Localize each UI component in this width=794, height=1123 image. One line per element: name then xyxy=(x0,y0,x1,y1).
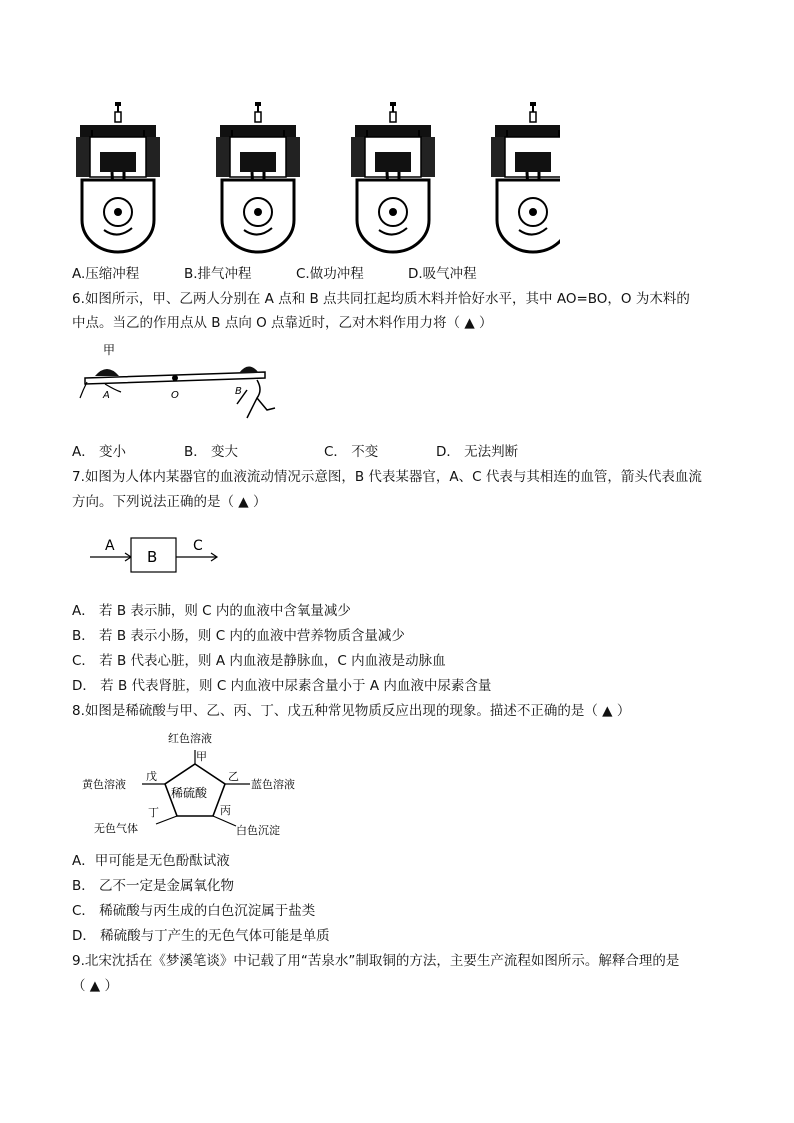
q5-option-a: A.压缩冲程 xyxy=(72,266,140,282)
q8-option-d: D． 稀硫酸与丁产生的无色气体可能是单质 xyxy=(72,928,330,944)
q6-label-jia: 甲 xyxy=(103,343,116,357)
q7-label-b: B xyxy=(147,548,158,566)
q8-label-white: 白色沉淀 xyxy=(236,824,280,837)
q6-option-c: C． 不变 xyxy=(324,444,379,460)
q5-option-c: C.做功冲程 xyxy=(296,266,364,282)
q9-stem-line1: 9.北宋沈括在《梦溪笔谈》中记载了用“苦泉水”制取铜的方法，主要生产流程如图所示。解释合理的是 xyxy=(72,953,680,969)
q5-option-b: B.排气冲程 xyxy=(184,266,252,282)
q8-label-gas: 无色气体 xyxy=(94,822,138,835)
q7-option-c: C． 若 B 代表心脏，则 A 内血液是静脉血，C 内血液是动脉血 xyxy=(72,653,446,669)
q8-label-yi: 乙 xyxy=(228,770,239,783)
q7-stem-line1: 7.如图为人体内某器官的血液流动情况示意图，B 代表某器官，A、C 代表与其相连的血管，箭头代表血流 xyxy=(72,469,702,485)
q8-label-ding: 丁 xyxy=(148,806,159,819)
q8-label-yellow: 黄色溶液 xyxy=(82,778,126,791)
q6-lever-figure xyxy=(75,340,285,425)
engine-figure-1 xyxy=(76,102,160,252)
engine-figures xyxy=(60,100,560,255)
q8-pentagon-figure xyxy=(78,728,318,840)
q8-option-a: A．甲可能是无色酚酞试液 xyxy=(72,853,230,869)
q8-label-blue: 蓝色溶液 xyxy=(251,778,295,791)
q6-option-b: B． 变大 xyxy=(184,444,239,460)
engine-figure-3 xyxy=(351,102,435,252)
q7-option-d: D． 若 B 代表肾脏，则 C 内血液中尿素含量小于 A 内血液中尿素含量 xyxy=(72,678,492,694)
q8-label-red: 红色溶液 xyxy=(168,732,212,745)
q8-center-label: 稀硫酸 xyxy=(171,786,208,800)
engine-figure-2 xyxy=(216,102,300,252)
q6-stem-line1: 6.如图所示，甲、乙两人分别在 A 点和 B 点共同扛起均质木料并恰好水平，其中 AO=BO，O 为木料的 xyxy=(72,291,690,307)
q8-label-jia: 甲 xyxy=(196,750,207,763)
q8-option-c: C． 稀硫酸与丙生成的白色沉淀属于盐类 xyxy=(72,903,316,919)
q6-label-b: B xyxy=(235,386,242,397)
q8-label-bing: 丙 xyxy=(220,804,231,817)
q7-option-a: A． 若 B 表示肺，则 C 内的血液中含氧量减少 xyxy=(72,603,351,619)
q5-option-d: D.吸气冲程 xyxy=(408,266,477,282)
q7-blood-flow-figure xyxy=(85,530,225,580)
q6-option-d: D． 无法判断 xyxy=(436,444,519,460)
q7-option-b: B． 若 B 表示小肠，则 C 内的血液中营养物质含量减少 xyxy=(72,628,405,644)
q8-option-b: B． 乙不一定是金属氧化物 xyxy=(72,878,235,894)
q6-label-a: A xyxy=(103,390,110,401)
q8-label-wu: 戊 xyxy=(146,770,157,783)
q7-stem-line2: 方向。下列说法正确的是（ ▲ ） xyxy=(72,494,267,510)
q6-option-a: A． 变小 xyxy=(72,444,127,460)
q7-label-c: C xyxy=(193,538,203,554)
engine-figure-4 xyxy=(491,102,560,252)
q6-label-o: O xyxy=(171,390,179,401)
q6-stem-line2: 中点。当乙的作用点从 B 点向 O 点靠近时，乙对木料作用力将（ ▲ ） xyxy=(72,315,493,331)
engine-figures-svg xyxy=(60,100,560,255)
q8-stem: 8.如图是稀硫酸与甲、乙、丙、丁、戊五种常见物质反应出现的现象。描述不正确的是（ ▲ ） xyxy=(72,703,631,719)
q7-label-a: A xyxy=(105,538,115,554)
q9-stem-line2: （ ▲ ） xyxy=(72,978,118,994)
